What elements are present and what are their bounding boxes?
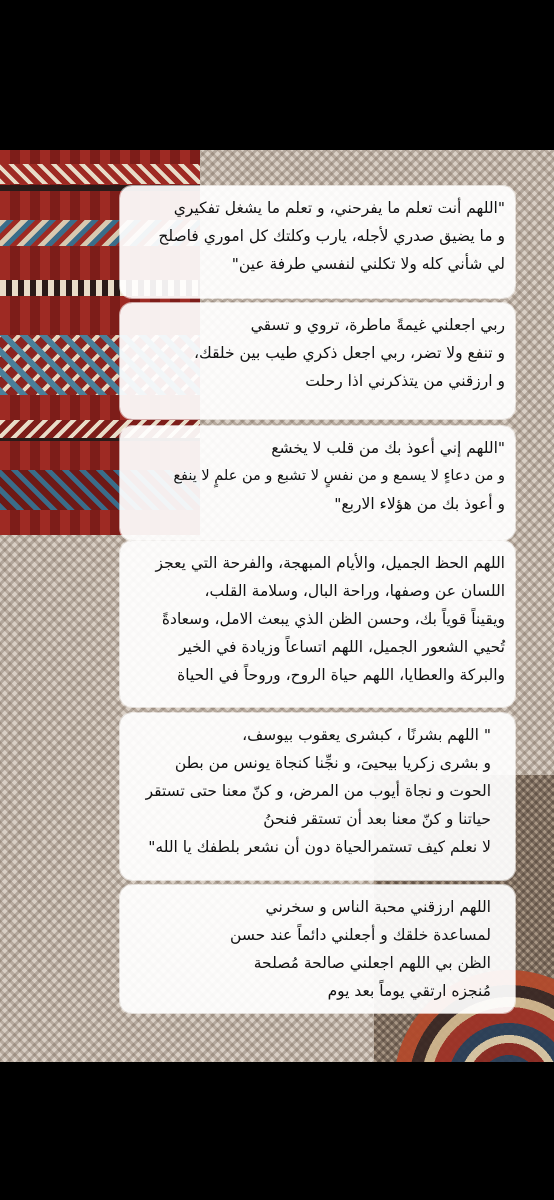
prayer-line: و أعوذ بك من هؤلاء الاربع" bbox=[334, 495, 505, 513]
prayer-line: اللهم ارزقني محبة الناس و سخرني bbox=[265, 898, 491, 916]
prayer-line: " اللهم بشرنًا ، كبشرى يعقوب بيوسف، bbox=[242, 726, 491, 744]
prayer-card-6 bbox=[120, 885, 515, 1013]
prayer-line: ويقيناً قوياً بك، وحسن الظن الذي يبعث الامل، وسعادةً bbox=[161, 610, 505, 628]
prayer-line: الحوت و نجاة أيوب من المرض، و كنّ معنا حتى تستقر bbox=[145, 782, 491, 800]
prayer-line: مُنجزه ارتقي يوماً بعد يوم bbox=[327, 982, 491, 1000]
prayer-card-3 bbox=[120, 426, 515, 540]
prayer-card-5 bbox=[120, 713, 515, 880]
rug-band bbox=[0, 164, 200, 184]
prayer-line: و بشرى زكريا بيحيىَ، و نجِّنا كنجاة يونس من بطن bbox=[174, 754, 491, 772]
prayer-line: "اللهم إني أعوذ بك من قلب لا يخشع bbox=[271, 439, 505, 457]
prayer-line: ربي اجعلني غيمةً ماطرة، تروي و تسقي bbox=[250, 316, 505, 334]
prayer-line: لي شأني كله ولا تكلني لنفسي طرفة عين" bbox=[231, 255, 505, 273]
prayer-line: تُحيي الشعور الجميل، اللهم اتساعاً وزيادة في الخير bbox=[178, 638, 505, 656]
prayer-line: و من دعاءٍ لا يسمع و من نفسٍ لا تشبع و من علمٍ لا ينفع bbox=[173, 468, 505, 484]
prayer-line: لا نعلم كيف تستمرالحياة دون أن نشعر بلطفك يا الله" bbox=[148, 838, 491, 856]
prayer-line: و تنفع ولا تضر، ربي اجعل ذكري طيب بين خلقك، bbox=[194, 344, 505, 362]
prayer-card-2 bbox=[120, 303, 515, 419]
prayer-card-4 bbox=[120, 541, 515, 707]
prayer-line: اللهم الحظ الجميل، والأيام المبهجة، والفرحة التي يعجز bbox=[155, 554, 505, 572]
prayer-line: و ارزقني من يتذكرني اذا رحلت bbox=[305, 372, 505, 390]
prayer-line: لمساعدة خلقك و أجعلني دائماً عند حسن bbox=[230, 926, 491, 944]
prayer-line: و ما يضيق صدري لأجله، يارب وكلتك كل اموري فاصلح bbox=[158, 227, 505, 245]
prayer-line: اللسان عن وصفها، وراحة البال، وسلامة القلب، bbox=[204, 582, 505, 600]
prayer-line: الظن بي اللهم اجعلني صالحة مُصلحة bbox=[253, 954, 491, 972]
prayer-card-1 bbox=[120, 186, 515, 298]
prayer-line: حياتنا و كنّ معنا بعد أن تستقر فنحنُ bbox=[263, 810, 491, 828]
prayer-line: "اللهم أنت تعلم ما يفرحني، و تعلم ما يشغل تفكيري bbox=[173, 199, 505, 217]
prayer-line: والبركة والعطايا، اللهم حياة الروح، وروحاً في الحياة bbox=[177, 666, 505, 684]
